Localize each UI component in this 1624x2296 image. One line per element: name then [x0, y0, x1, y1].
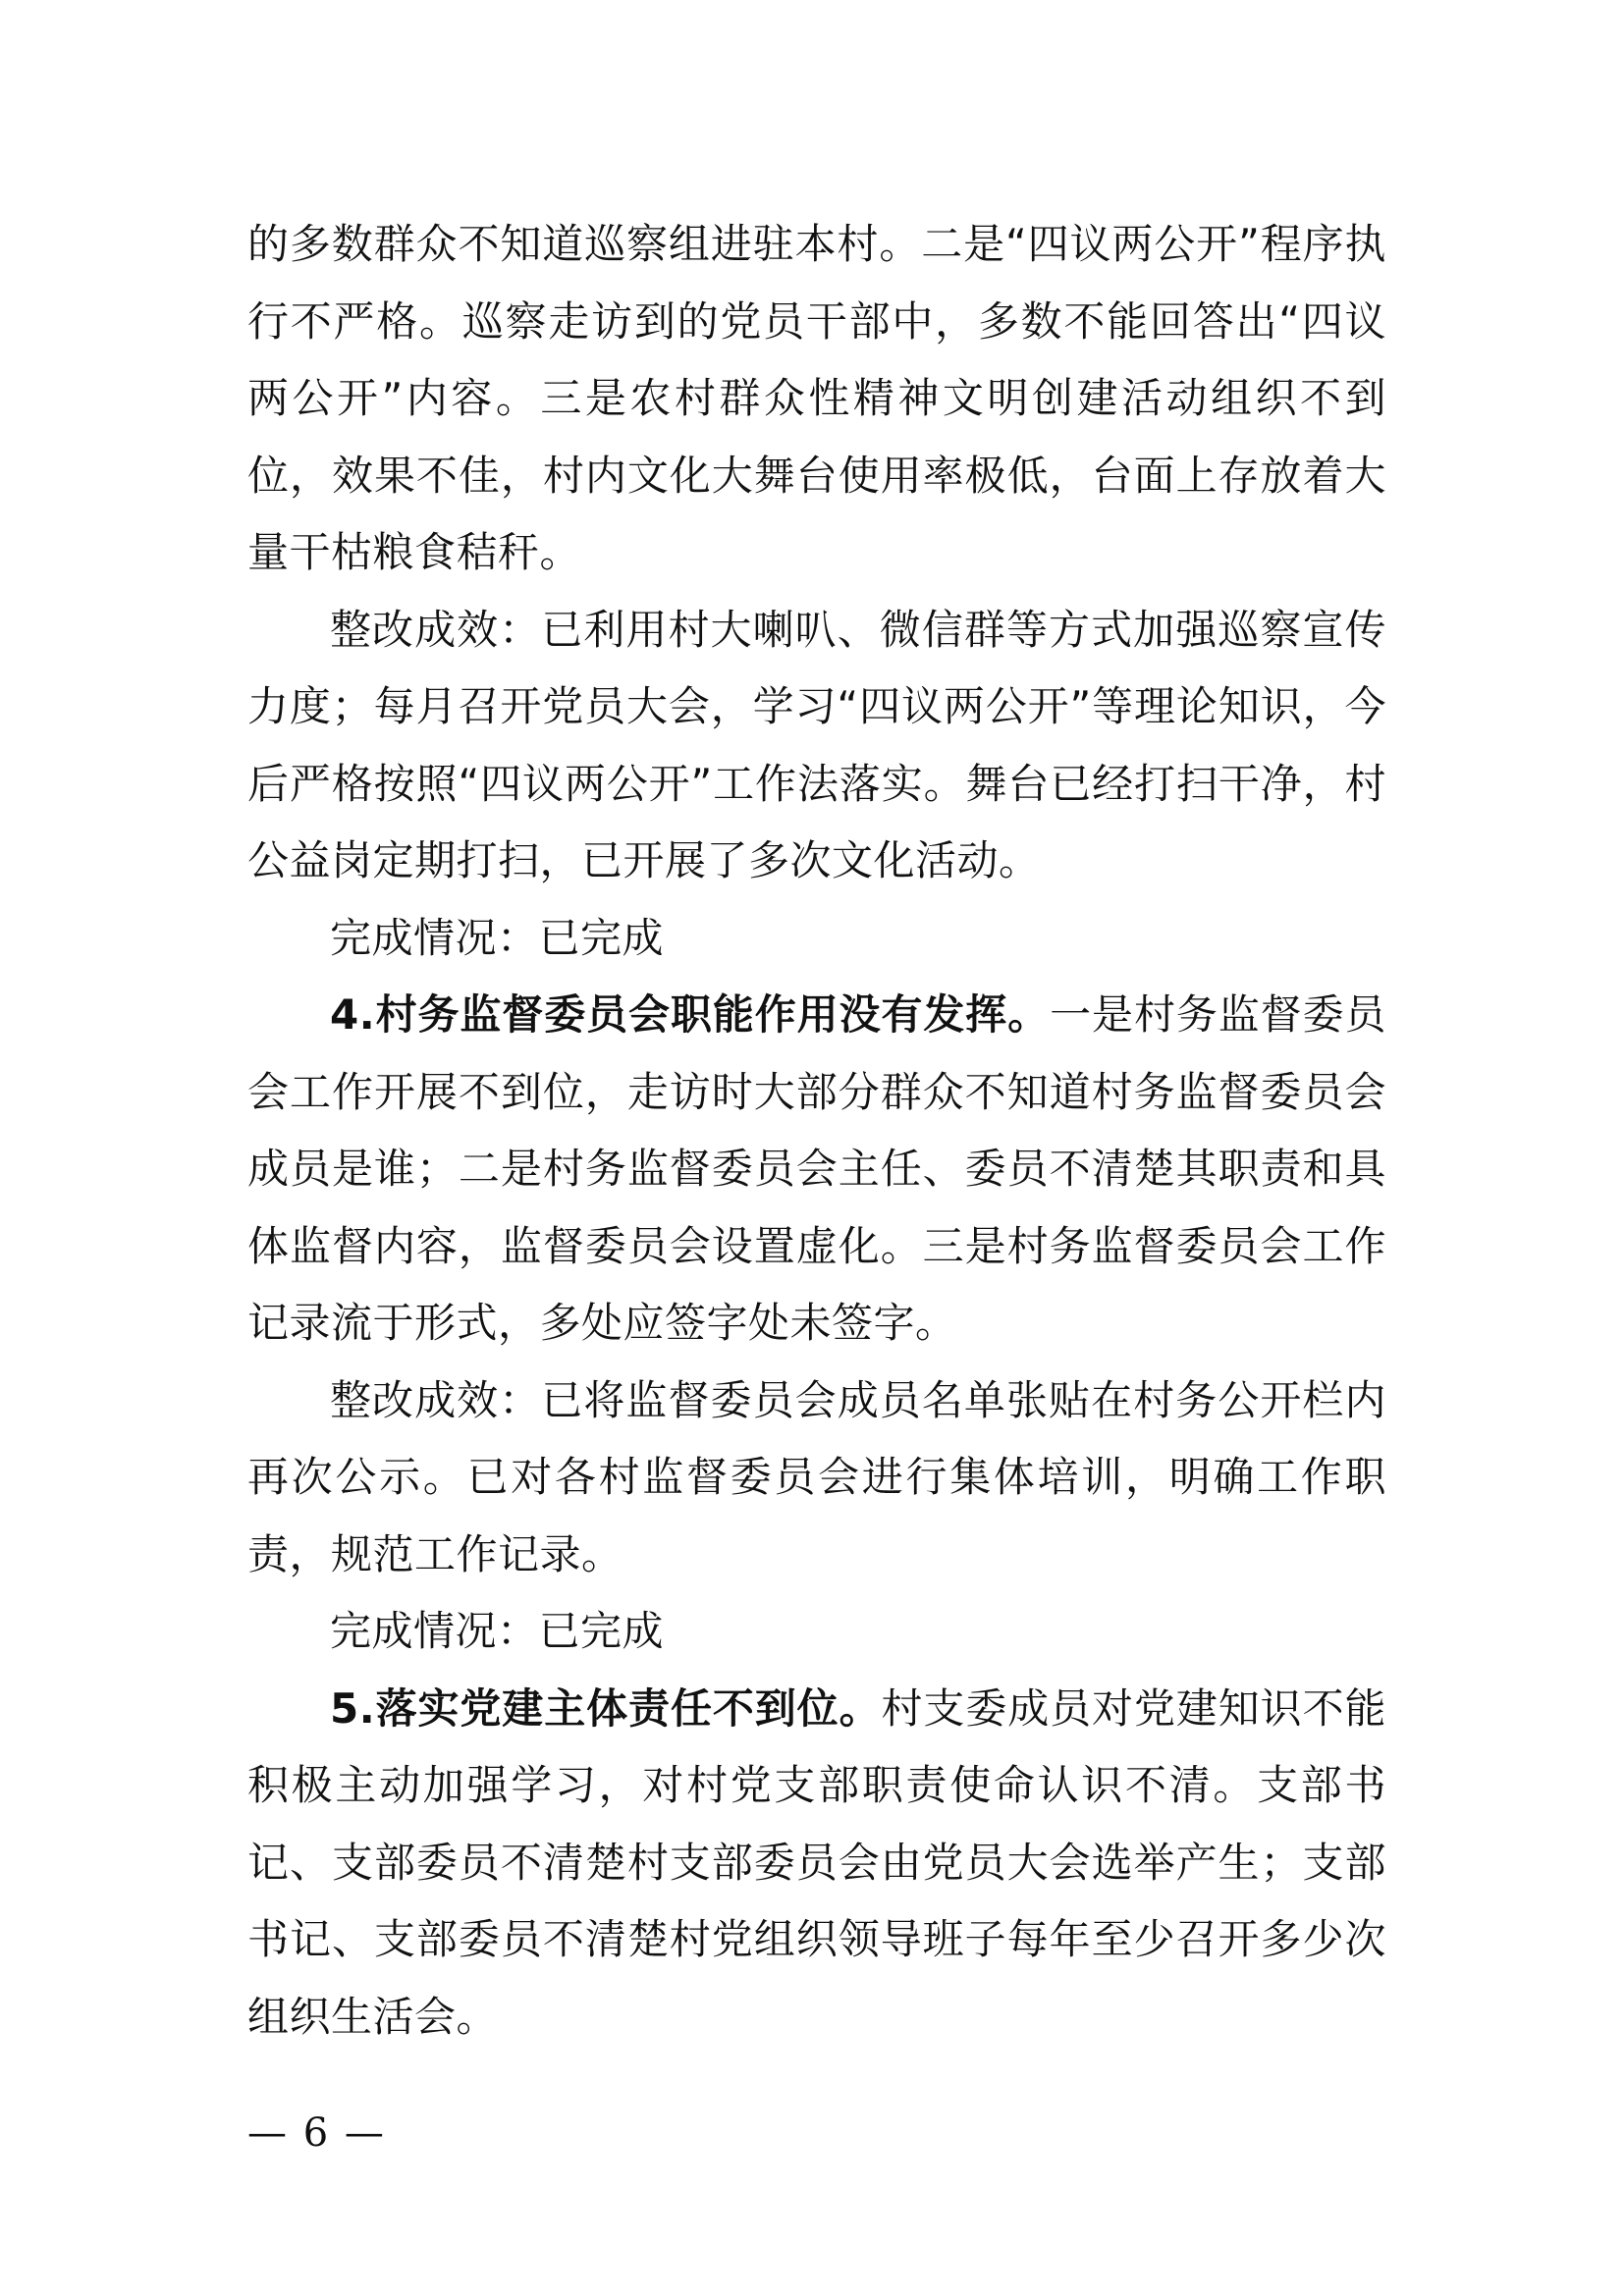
paragraph-2-text: 整改成效：已利用村大喇叭、微信群等方式加强巡察宣传力度；每月召开党员大会，学习“四议两公开”等理论知识，今后严格按照“四议两公开”工作法落实。舞台已经打扫干净，村公益岗定期打扫，已开展了多次文化活动。: [247, 605, 1386, 884]
paragraph-7-item-5: [247, 1671, 1386, 2056]
paragraph-3-completion-status: [247, 900, 1386, 978]
item-4-heading: 4.村务监督委员会职能作用没有发挥。: [330, 990, 1051, 1039]
paragraph-5-text: 整改成效：已将监督委员会成员名单张贴在村务公开栏内再次公示。已对各村监督委员会进行集体培训，明确工作职责，规范工作记录。: [247, 1375, 1386, 1578]
page-number: — 6 —: [247, 2110, 386, 2156]
document-body: [247, 206, 1386, 2056]
paragraph-6-completion-status: [247, 1593, 1386, 1671]
paragraph-4-text: 一是村务监督委员会工作开展不到位，走访时大部分群众不知道村务监督委员会成员是谁；二是村务监督委员会主任、委员不清楚其职责和具体监督内容，监督委员会设置虚化。三是村务监督委员会工作记录流于形式，多处应签字处未签字。: [247, 990, 1386, 1347]
paragraph-1: [247, 206, 1386, 592]
paragraph-1-text: 的多数群众不知道巡察组进驻本村。二是“四议两公开”程序执行不严格。巡察走访到的党员干部中，多数不能回答出“四议两公开”内容。三是农村群众性精神文明创建活动组织不到位，效果不佳，村内文化大舞台使用率极低，台面上存放着大量干枯粮食秸秆。: [247, 220, 1386, 576]
paragraph-4-item-4: [247, 977, 1386, 1362]
paragraph-5-rectification-result: [247, 1362, 1386, 1594]
paragraph-2-rectification-result: [247, 592, 1386, 900]
paragraph-3-text: 完成情况：已完成: [330, 913, 665, 962]
paragraph-7-text: 村支委成员对党建知识不能积极主动加强学习，对村党支部职责使命认识不清。支部书记、支部委员不清楚村支部委员会由党员大会选举产生；支部书记、支部委员不清楚村党组织领导班子每年至少召开多少次组织生活会。: [247, 1683, 1386, 2041]
paragraph-6-text: 完成情况：已完成: [330, 1607, 665, 1655]
item-5-heading: 5.落实党建主体责任不到位。: [330, 1683, 882, 1733]
